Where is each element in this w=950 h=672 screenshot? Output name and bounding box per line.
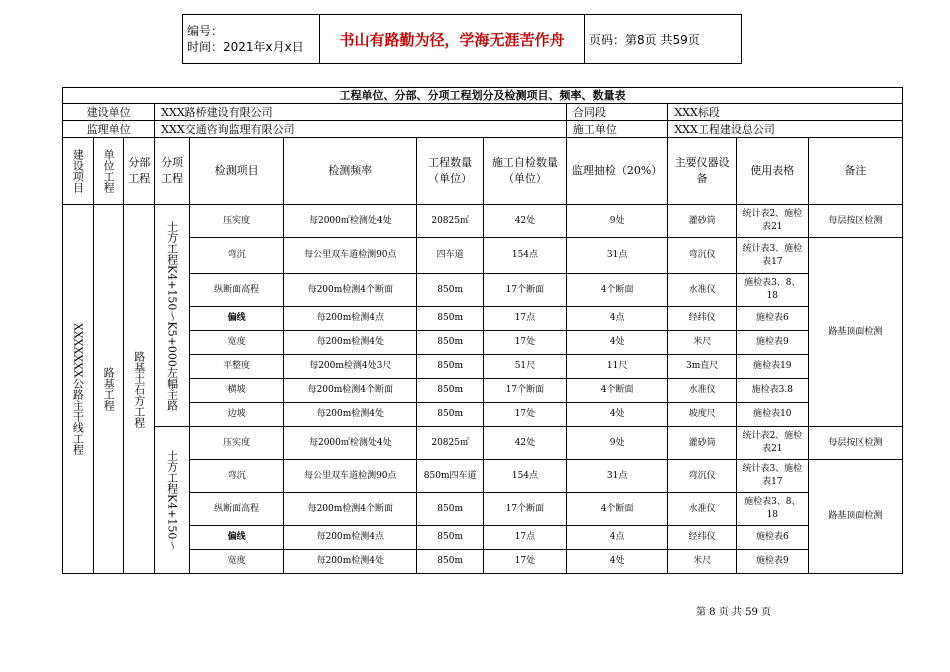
project-cell: XXXXXXX公路主干线工程 — [63, 205, 94, 574]
supervision-check: 9处 — [566, 205, 667, 238]
form: 施检表9 — [736, 550, 808, 574]
form: 统计表2、施检表21 — [736, 427, 808, 460]
self-check: 17处 — [483, 331, 566, 355]
supervision-check: 4处 — [566, 331, 667, 355]
column-header-row — [63, 138, 903, 205]
quantity: 850m — [417, 307, 484, 331]
self-check: 51尺 — [483, 355, 566, 379]
col-division: 分部工程 — [124, 138, 155, 205]
builder-label: 施工单位 — [566, 121, 667, 138]
table-row — [63, 427, 903, 460]
unit-cell: 路基工程 — [93, 205, 124, 574]
check-item: 纵断面高程 — [189, 493, 283, 526]
supervision-check: 31点 — [566, 460, 667, 493]
form: 施检表3、8、18 — [736, 274, 808, 307]
instrument: 米尺 — [668, 331, 737, 355]
supervision-check: 4处 — [566, 403, 667, 427]
frequency: 每200m检测4处 — [284, 403, 417, 427]
table-row — [63, 331, 903, 355]
frequency: 每200m检测4个断面 — [284, 274, 417, 307]
instrument: 3m直尺 — [668, 355, 737, 379]
note: 每层按区检测 — [808, 427, 902, 460]
self-check: 17处 — [483, 550, 566, 574]
supervision-check: 11尺 — [566, 355, 667, 379]
self-check: 17个断面 — [483, 379, 566, 403]
quantity: 850m — [417, 355, 484, 379]
page-footer: 第 8 页 共 59 页 — [696, 607, 771, 618]
table-row — [63, 550, 903, 574]
check-item: 边坡 — [189, 403, 283, 427]
quantity: 850m — [417, 379, 484, 403]
quantity: 850m — [417, 526, 484, 550]
check-item: 宽度 — [189, 331, 283, 355]
check-item: 宽度 — [189, 550, 283, 574]
number-label: 编号： — [187, 24, 224, 38]
check-item: 纵断面高程 — [189, 274, 283, 307]
table-row — [63, 379, 903, 403]
frequency: 每200m检测4个断面 — [284, 379, 417, 403]
table-row — [63, 403, 903, 427]
supervision-check: 4点 — [566, 307, 667, 331]
header-slogan: 书山有路勤为径，学海无涯苦作舟 — [320, 15, 585, 64]
col-self-check: 施工自检数量（单位） — [483, 138, 566, 205]
instrument: 灌砂筒 — [668, 427, 737, 460]
instrument: 弯沉仪 — [668, 238, 737, 274]
note-group: 路基顶面检测 — [808, 238, 902, 427]
self-check: 17个断面 — [483, 274, 566, 307]
construction-label: 建设单位 — [63, 104, 155, 121]
form: 施检表3.8 — [736, 379, 808, 403]
check-item: 偏线 — [189, 526, 283, 550]
table-title: 工程单位、分部、分项工程划分及检测项目、频率、数量表 — [63, 88, 903, 104]
instrument: 水准仪 — [668, 274, 737, 307]
col-form: 使用表格 — [736, 138, 808, 205]
check-item: 弯沉 — [189, 238, 283, 274]
instrument: 灌砂筒 — [668, 205, 737, 238]
form: 统计表3、施检表17 — [736, 238, 808, 274]
form: 统计表2、施检表21 — [736, 205, 808, 238]
time-label: 时间：2021年x月x日 — [187, 40, 304, 54]
frequency: 每200m检测4点 — [284, 526, 417, 550]
contract-value: XXX标段 — [668, 104, 903, 121]
form: 施检表19 — [736, 355, 808, 379]
instrument: 水准仪 — [668, 379, 737, 403]
quantity: 20825㎡ — [417, 427, 484, 460]
construction-value: XXX路桥建设有限公司 — [155, 104, 567, 121]
col-note: 备注 — [808, 138, 902, 205]
frequency: 每2000㎡检测处4处 — [284, 427, 417, 460]
frequency: 每200m检测4处3尺 — [284, 355, 417, 379]
col-frequency: 检测频率 — [284, 138, 417, 205]
check-item: 偏线 — [189, 307, 283, 331]
instrument: 水准仪 — [668, 493, 737, 526]
table-row — [63, 355, 903, 379]
check-item: 压实度 — [189, 205, 283, 238]
form: 施检表10 — [736, 403, 808, 427]
self-check: 17点 — [483, 307, 566, 331]
check-item: 弯沉 — [189, 460, 283, 493]
instrument: 弯沉仪 — [668, 460, 737, 493]
col-check-item: 检测项目 — [189, 138, 283, 205]
self-check: 154点 — [483, 460, 566, 493]
check-item: 压实度 — [189, 427, 283, 460]
supervision-check: 4点 — [566, 526, 667, 550]
inspection-table — [62, 87, 903, 574]
form: 施检表6 — [736, 526, 808, 550]
contract-label: 合同段 — [566, 104, 667, 121]
col-unit: 单位工程 — [93, 138, 124, 205]
supervision-label: 监理单位 — [63, 121, 155, 138]
form: 施检表9 — [736, 331, 808, 355]
col-supervision: 监理抽检（20%） — [566, 138, 667, 205]
quantity: 850m — [417, 274, 484, 307]
table-row — [63, 238, 903, 274]
check-item: 横坡 — [189, 379, 283, 403]
frequency: 每200m检测4个断面 — [284, 493, 417, 526]
col-project: 建设项目 — [63, 138, 94, 205]
builder-value: XXX工程建设总公司 — [668, 121, 903, 138]
supervision-value: XXX交通咨询监理有限公司 — [155, 121, 567, 138]
frequency: 每200m检测4点 — [284, 307, 417, 331]
self-check: 17个断面 — [483, 493, 566, 526]
table-row — [63, 205, 903, 238]
instrument: 经纬仪 — [668, 307, 737, 331]
form: 施检表3、8、18 — [736, 493, 808, 526]
page-label: 页码：第8页 共59页 — [585, 15, 742, 64]
check-item: 平整度 — [189, 355, 283, 379]
quantity: 850m — [417, 331, 484, 355]
form: 统计表3、施检表17 — [736, 460, 808, 493]
self-check: 42处 — [483, 427, 566, 460]
supervision-check: 9处 — [566, 427, 667, 460]
frequency: 每公里双车道检测90点 — [284, 460, 417, 493]
quantity: 850m — [417, 403, 484, 427]
self-check: 42处 — [483, 205, 566, 238]
table-row — [63, 307, 903, 331]
col-instrument: 主要仪器设备 — [668, 138, 737, 205]
item-cell: 土方工程K4+150～ — [155, 427, 190, 574]
table-row — [63, 274, 903, 307]
table-row — [63, 460, 903, 493]
self-check: 17点 — [483, 526, 566, 550]
table-row — [63, 493, 903, 526]
item-cell: 土方工程K4+150～K5+000左幅主路 — [155, 205, 190, 427]
division-cell: 路基土石方工程 — [124, 205, 155, 574]
document-header — [182, 14, 742, 64]
supervision-check: 4个断面 — [566, 274, 667, 307]
quantity: 四车道 — [417, 238, 484, 274]
col-quantity: 工程数量（单位） — [417, 138, 484, 205]
frequency: 每200m检测4处 — [284, 550, 417, 574]
frequency: 每2000㎡检测处4处 — [284, 205, 417, 238]
quantity: 850m — [417, 550, 484, 574]
self-check: 17处 — [483, 403, 566, 427]
form: 施检表6 — [736, 307, 808, 331]
note-group: 路基顶面检测 — [808, 460, 902, 574]
col-item: 分项工程 — [155, 138, 190, 205]
note: 每层按区检测 — [808, 205, 902, 238]
supervision-check: 31点 — [566, 238, 667, 274]
instrument: 经纬仪 — [668, 526, 737, 550]
table-row — [63, 526, 903, 550]
self-check: 154点 — [483, 238, 566, 274]
quantity: 850m — [417, 493, 484, 526]
instrument: 米尺 — [668, 550, 737, 574]
instrument: 坡度尺 — [668, 403, 737, 427]
quantity: 850m四车道 — [417, 460, 484, 493]
supervision-check: 4处 — [566, 550, 667, 574]
frequency: 每公里双车道检测90点 — [284, 238, 417, 274]
frequency: 每200m检测4处 — [284, 331, 417, 355]
supervision-check: 4个断面 — [566, 379, 667, 403]
quantity: 20825㎡ — [417, 205, 484, 238]
supervision-check: 4个断面 — [566, 493, 667, 526]
header-meta — [183, 15, 320, 64]
